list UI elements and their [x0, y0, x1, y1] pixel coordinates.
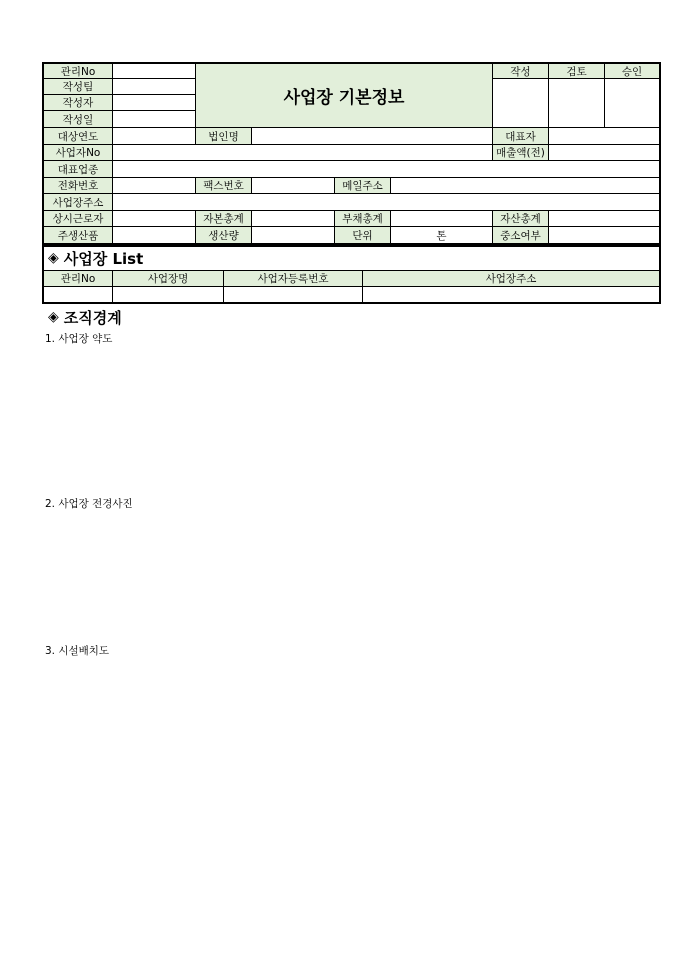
label-phone: 전화번호 — [43, 177, 113, 194]
label-corp-name: 법인명 — [195, 127, 252, 145]
site-col-biz-reg-no: 사업자등록번호 — [223, 270, 363, 287]
value-address[interactable] — [112, 193, 660, 211]
value-ceo[interactable] — [548, 127, 660, 145]
site-row-address[interactable] — [362, 286, 660, 303]
label-target-year: 대상연도 — [43, 127, 113, 145]
org-heading-text: 조직경계 — [63, 308, 122, 327]
label-address: 사업장주소 — [43, 193, 113, 211]
site-col-name: 사업장명 — [112, 270, 224, 287]
value-date[interactable] — [112, 110, 196, 128]
org-item-facility-layout: 3. 시설배치도 — [45, 645, 110, 657]
value-author[interactable] — [112, 94, 196, 111]
site-col-mgmt-no: 관리No — [43, 270, 113, 287]
approval-write-sign[interactable] — [492, 78, 549, 128]
value-assets[interactable] — [548, 210, 660, 227]
value-target-year[interactable] — [112, 127, 196, 145]
label-production: 생산량 — [195, 226, 252, 244]
value-team[interactable] — [112, 78, 196, 95]
value-mgmt-no[interactable] — [112, 63, 196, 79]
value-main-product[interactable] — [112, 226, 196, 244]
value-employees[interactable] — [112, 210, 196, 227]
label-assets: 자산총계 — [492, 210, 549, 227]
label-date: 작성일 — [43, 110, 113, 128]
site-row-name[interactable] — [112, 286, 224, 303]
value-sme[interactable] — [548, 226, 660, 244]
label-mgmt-no: 관리No — [43, 63, 113, 79]
label-main-industry: 대표업종 — [43, 160, 113, 178]
label-employees: 상시근로자 — [43, 210, 113, 227]
approval-write-label: 작성 — [492, 63, 549, 79]
value-corp-name[interactable] — [251, 127, 493, 145]
value-revenue[interactable] — [548, 144, 660, 161]
site-row-mgmt-no[interactable] — [43, 286, 113, 303]
value-capital[interactable] — [251, 210, 335, 227]
value-main-industry[interactable] — [112, 160, 660, 178]
approval-approve-sign[interactable] — [604, 78, 660, 128]
label-main-product: 주생산품 — [43, 226, 113, 244]
label-revenue: 매출액(전) — [492, 144, 549, 161]
approval-approve-label: 승인 — [604, 63, 660, 79]
value-fax[interactable] — [251, 177, 335, 194]
diamond-bullet-icon: ◈ — [48, 250, 59, 266]
page-title: 사업장 기본정보 — [195, 63, 493, 128]
value-production[interactable] — [251, 226, 335, 244]
org-item-site-map: 1. 사업장 약도 — [45, 333, 113, 345]
site-list-heading-text: 사업장 List — [63, 249, 144, 268]
label-team: 작성팀 — [43, 78, 113, 95]
approval-review-sign[interactable] — [548, 78, 605, 128]
org-item-site-photo: 2. 사업장 전경사진 — [45, 498, 133, 510]
diamond-bullet-icon: ◈ — [48, 309, 59, 325]
label-email: 메일주소 — [334, 177, 391, 194]
label-debt: 부채총계 — [334, 210, 391, 227]
label-sme: 중소여부 — [492, 226, 549, 244]
approval-review-label: 검토 — [548, 63, 605, 79]
site-list-heading — [48, 247, 143, 269]
value-phone[interactable] — [112, 177, 196, 194]
value-email[interactable] — [390, 177, 660, 194]
label-biz-no: 사업자No — [43, 144, 113, 161]
label-capital: 자본총계 — [195, 210, 252, 227]
value-unit[interactable]: 톤 — [390, 226, 493, 244]
site-row-biz-reg-no[interactable] — [223, 286, 363, 303]
label-ceo: 대표자 — [492, 127, 549, 145]
label-author: 작성자 — [43, 94, 113, 111]
value-debt[interactable] — [390, 210, 493, 227]
org-heading — [48, 306, 122, 328]
label-fax: 팩스번호 — [195, 177, 252, 194]
site-col-address: 사업장주소 — [362, 270, 660, 287]
value-biz-no[interactable] — [112, 144, 493, 161]
label-unit: 단위 — [334, 226, 391, 244]
